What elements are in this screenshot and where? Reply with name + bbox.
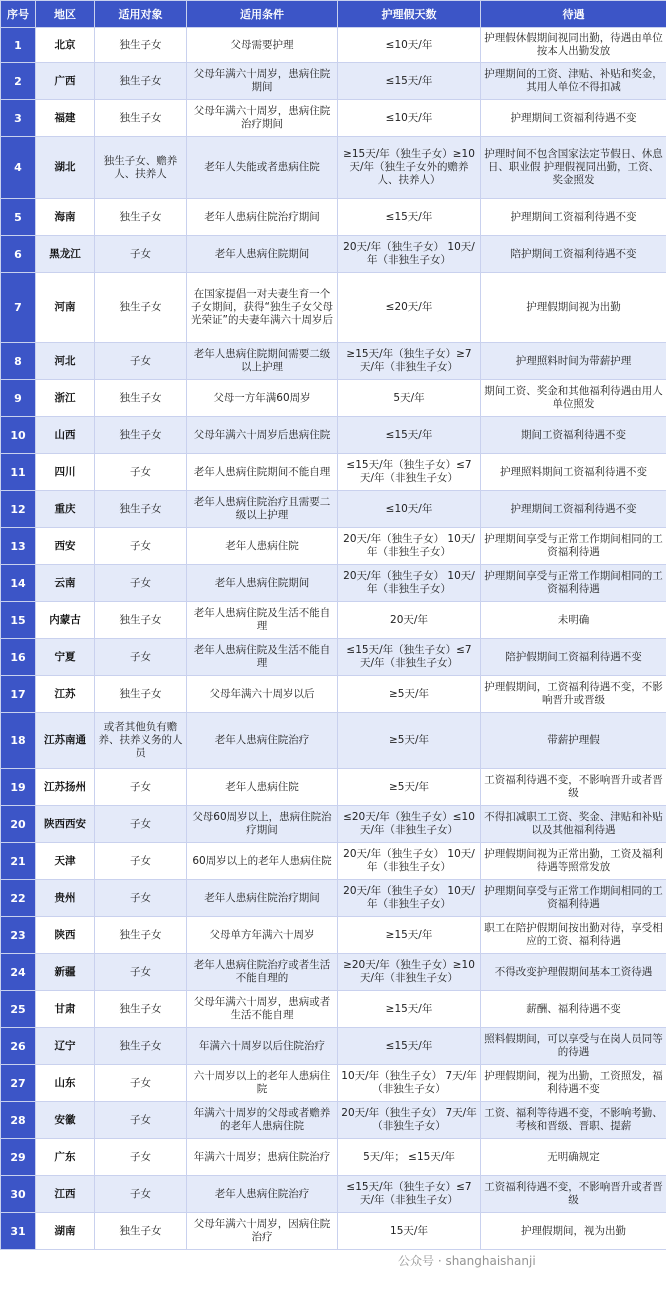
row-region: 四川: [36, 454, 95, 491]
row-region: 陕西西安: [36, 806, 95, 843]
row-target: 独生子女: [95, 100, 187, 137]
table-row: [1, 380, 666, 417]
row-no: 20: [1, 806, 36, 843]
row-no: 6: [1, 236, 36, 273]
row-benefit: 护理照料时间为带薪护理: [481, 343, 666, 380]
row-region: 新疆: [36, 954, 95, 991]
row-benefit: 陪护期间工资福利待遇不变: [481, 236, 666, 273]
row-no: 18: [1, 713, 36, 769]
table-row: [1, 639, 666, 676]
row-region: 广东: [36, 1139, 95, 1176]
watermark: 公众号 · shanghaishanji: [398, 1254, 536, 1268]
row-target: 子女: [95, 806, 187, 843]
row-benefit: 护理期间的工资、津贴、补贴和奖金，其用人单位不得扣减: [481, 63, 666, 100]
row-no: 17: [1, 676, 36, 713]
row-days: ≤15天/年: [338, 199, 481, 236]
row-benefit: 带薪护理假: [481, 713, 666, 769]
row-region: 贵州: [36, 880, 95, 917]
row-region: 湖南: [36, 1213, 95, 1250]
row-region: 云南: [36, 565, 95, 602]
table-row: [1, 1213, 666, 1250]
header-target: 适用对象: [95, 1, 187, 28]
row-condition: 父母年满六十周岁，患病住院治疗期间: [187, 100, 338, 137]
table-row: [1, 954, 666, 991]
row-condition: 老年人患病住院及生活不能自理: [187, 602, 338, 639]
row-no: 11: [1, 454, 36, 491]
row-condition: 年满六十周岁的父母或者赡养的老年人患病住院: [187, 1102, 338, 1139]
row-condition: 六十周岁以上的老年人患病住院: [187, 1065, 338, 1102]
row-days: 5天/年: [338, 380, 481, 417]
row-benefit: 薪酬、福利待遇不变: [481, 991, 666, 1028]
row-region: 河南: [36, 273, 95, 343]
table-row: [1, 491, 666, 528]
row-benefit: 照料假期间，可以享受与在岗人员同等的待遇: [481, 1028, 666, 1065]
row-target: 独生子女: [95, 676, 187, 713]
row-condition: 在国家提倡一对夫妻生育一个子女期间，获得“独生子女父母光荣证”的夫妻年满六十周岁后: [187, 273, 338, 343]
row-benefit: 护理假期间，视为出勤: [481, 1213, 666, 1250]
row-days: ≤10天/年: [338, 100, 481, 137]
row-benefit: 职工在陪护假期间按出勤对待，享受相应的工资、福利待遇: [481, 917, 666, 954]
row-days: ≥20天/年（独生子女）≥10天/年（非独生子女）: [338, 954, 481, 991]
row-condition: 老年人患病住院期间: [187, 236, 338, 273]
row-days: ≤15天/年: [338, 417, 481, 454]
table-row: [1, 1176, 666, 1213]
table-row: [1, 1028, 666, 1065]
row-days: 15天/年: [338, 1213, 481, 1250]
row-target: 独生子女: [95, 602, 187, 639]
row-benefit: 不得改变护理假期间基本工资待遇: [481, 954, 666, 991]
row-condition: 老年人患病住院: [187, 769, 338, 806]
row-days: ≤10天/年: [338, 28, 481, 63]
row-target: 或者其他负有赡养、扶养义务的人员: [95, 713, 187, 769]
table-row: [1, 199, 666, 236]
row-benefit: 护理假期间，视为出勤，工资照发，福利待遇不变: [481, 1065, 666, 1102]
row-condition: 父母60周岁以上，患病住院治疗期间: [187, 806, 338, 843]
row-benefit: 护理期间工资福利待遇不变: [481, 491, 666, 528]
table-row: [1, 236, 666, 273]
row-region: 江苏: [36, 676, 95, 713]
row-target: 独生子女: [95, 28, 187, 63]
row-no: 14: [1, 565, 36, 602]
row-region: 湖北: [36, 137, 95, 199]
row-region: 山西: [36, 417, 95, 454]
row-target: 独生子女: [95, 1028, 187, 1065]
row-days: ≤15天/年（独生子女）≤7天/年（非独生子女）: [338, 454, 481, 491]
table-row: [1, 602, 666, 639]
row-target: 子女: [95, 1065, 187, 1102]
row-target: 子女: [95, 1139, 187, 1176]
row-condition: 老年人患病住院期间不能自理: [187, 454, 338, 491]
row-condition: 老年人患病住院治疗: [187, 713, 338, 769]
row-region: 河北: [36, 343, 95, 380]
row-days: 20天/年: [338, 602, 481, 639]
row-benefit: 护理假期间视为正常出勤，工资及福利待遇等照常发放: [481, 843, 666, 880]
table-row: [1, 713, 666, 769]
row-no: 16: [1, 639, 36, 676]
row-target: 独生子女: [95, 917, 187, 954]
row-no: 9: [1, 380, 36, 417]
table-row: [1, 843, 666, 880]
row-no: 8: [1, 343, 36, 380]
table-row: [1, 991, 666, 1028]
row-target: 独生子女: [95, 273, 187, 343]
row-no: 1: [1, 28, 36, 63]
table-row: [1, 28, 666, 63]
row-no: 19: [1, 769, 36, 806]
row-no: 2: [1, 63, 36, 100]
row-region: 西安: [36, 528, 95, 565]
row-benefit: 护理期间享受与正常工作期间相同的工资福利待遇: [481, 528, 666, 565]
row-target: 子女: [95, 639, 187, 676]
row-condition: 老年人患病住院治疗且需要二级以上护理: [187, 491, 338, 528]
row-condition: 老年人患病住院治疗或者生活不能自理的: [187, 954, 338, 991]
row-no: 7: [1, 273, 36, 343]
row-days: ≥15天/年: [338, 917, 481, 954]
row-benefit: 未明确: [481, 602, 666, 639]
row-region: 北京: [36, 28, 95, 63]
row-benefit: 工资福利待遇不变，不影响晋升或者晋级: [481, 1176, 666, 1213]
row-target: 子女: [95, 565, 187, 602]
row-condition: 老年人失能或者患病住院: [187, 137, 338, 199]
row-target: 子女: [95, 528, 187, 565]
row-target: 子女: [95, 454, 187, 491]
row-days: 20天/年（独生子女） 10天/年（非独生子女）: [338, 880, 481, 917]
row-condition: 年满六十周岁以后住院治疗: [187, 1028, 338, 1065]
row-region: 安徽: [36, 1102, 95, 1139]
row-no: 10: [1, 417, 36, 454]
row-condition: 60周岁以上的老年人患病住院: [187, 843, 338, 880]
table-row: [1, 137, 666, 199]
row-region: 广西: [36, 63, 95, 100]
row-no: 22: [1, 880, 36, 917]
row-benefit: 护理假期间视为出勤: [481, 273, 666, 343]
row-no: 26: [1, 1028, 36, 1065]
row-days: ≤15天/年（独生子女）≤7天/年（非独生子女）: [338, 1176, 481, 1213]
row-benefit: 陪护假期间工资福利待遇不变: [481, 639, 666, 676]
row-region: 重庆: [36, 491, 95, 528]
row-days: 20天/年（独生子女） 10天/年（非独生子女）: [338, 843, 481, 880]
row-benefit: 护理假期间，工资福利待遇不变，不影响晋升或晋级: [481, 676, 666, 713]
row-no: 13: [1, 528, 36, 565]
row-condition: 父母需要护理: [187, 28, 338, 63]
row-days: ≥5天/年: [338, 713, 481, 769]
row-target: 独生子女: [95, 199, 187, 236]
row-days: 10天/年（独生子女） 7天/年（非独生子女）: [338, 1065, 481, 1102]
row-days: ≤20天/年: [338, 273, 481, 343]
row-region: 天津: [36, 843, 95, 880]
row-region: 辽宁: [36, 1028, 95, 1065]
header-condition: 适用条件: [187, 1, 338, 28]
table-row: [1, 343, 666, 380]
row-no: 25: [1, 991, 36, 1028]
row-region: 江苏扬州: [36, 769, 95, 806]
table-row: [1, 63, 666, 100]
row-benefit: 期间工资、奖金和其他福利待遇由用人单位照发: [481, 380, 666, 417]
row-benefit: 无明确规定: [481, 1139, 666, 1176]
row-target: 子女: [95, 1176, 187, 1213]
row-days: ≤15天/年: [338, 63, 481, 100]
row-benefit: 不得扣减职工工资、奖金、津贴和补贴以及其他福利待遇: [481, 806, 666, 843]
row-region: 宁夏: [36, 639, 95, 676]
row-benefit: 护理假休假期间视同出勤，待遇由单位按本人出勤发放: [481, 28, 666, 63]
row-region: 甘肃: [36, 991, 95, 1028]
table-row: [1, 100, 666, 137]
row-no: 4: [1, 137, 36, 199]
row-target: 子女: [95, 1102, 187, 1139]
row-no: 31: [1, 1213, 36, 1250]
table-row: [1, 417, 666, 454]
row-condition: 老年人患病住院期间需要二级以上护理: [187, 343, 338, 380]
table-row: [1, 1102, 666, 1139]
row-condition: 老年人患病住院治疗: [187, 1176, 338, 1213]
row-days: ≥15天/年: [338, 991, 481, 1028]
row-condition: 老年人患病住院治疗期间: [187, 199, 338, 236]
row-no: 21: [1, 843, 36, 880]
row-benefit: 护理期间工资福利待遇不变: [481, 199, 666, 236]
row-no: 28: [1, 1102, 36, 1139]
row-target: 独生子女: [95, 491, 187, 528]
table-row: [1, 880, 666, 917]
row-target: 子女: [95, 343, 187, 380]
row-days: 20天/年（独生子女） 10天/年（非独生子女）: [338, 565, 481, 602]
row-target: 独生子女: [95, 991, 187, 1028]
row-region: 浙江: [36, 380, 95, 417]
row-target: 子女: [95, 236, 187, 273]
row-condition: 父母年满六十周岁，因病住院治疗: [187, 1213, 338, 1250]
header-benefit: 待遇: [481, 1, 666, 28]
row-target: 独生子女: [95, 380, 187, 417]
row-days: ≥5天/年: [338, 676, 481, 713]
row-no: 27: [1, 1065, 36, 1102]
row-days: ≤20天/年（独生子女）≤10天/年（非独生子女）: [338, 806, 481, 843]
row-region: 陕西: [36, 917, 95, 954]
row-benefit: 护理期间享受与正常工作期间相同的工资福利待遇: [481, 880, 666, 917]
row-condition: 父母年满六十周岁以后: [187, 676, 338, 713]
row-target: 子女: [95, 843, 187, 880]
row-target: 子女: [95, 880, 187, 917]
row-no: 12: [1, 491, 36, 528]
row-condition: 年满六十周岁；患病住院治疗: [187, 1139, 338, 1176]
row-benefit: 护理期间享受与正常工作期间相同的工资福利待遇: [481, 565, 666, 602]
row-condition: 父母一方年满60周岁: [187, 380, 338, 417]
table-row: [1, 1139, 666, 1176]
row-condition: 老年人患病住院及生活不能自理: [187, 639, 338, 676]
row-condition: 父母年满六十周岁，患病住院期间: [187, 63, 338, 100]
row-condition: 老年人患病住院治疗期间: [187, 880, 338, 917]
row-benefit: 工资福利待遇不变，不影响晋升或者晋级: [481, 769, 666, 806]
row-condition: 老年人患病住院期间: [187, 565, 338, 602]
row-days: 20天/年（独生子女） 7天/年（非独生子女）: [338, 1102, 481, 1139]
table-row: [1, 769, 666, 806]
row-no: 15: [1, 602, 36, 639]
row-days: ≥5天/年: [338, 769, 481, 806]
table-row: [1, 565, 666, 602]
row-no: 5: [1, 199, 36, 236]
row-no: 29: [1, 1139, 36, 1176]
table-row: [1, 917, 666, 954]
row-days: ≥15天/年（独生子女）≥7天/年（非独生子女）: [338, 343, 481, 380]
row-no: 30: [1, 1176, 36, 1213]
row-days: ≥15天/年（独生子女）≥10天/年（独生子女外的赡养人、扶养人）: [338, 137, 481, 199]
row-benefit: 期间工资福利待遇不变: [481, 417, 666, 454]
table-row: [1, 806, 666, 843]
row-no: 3: [1, 100, 36, 137]
header-days: 护理假天数: [338, 1, 481, 28]
row-region: 福建: [36, 100, 95, 137]
row-days: ≤10天/年: [338, 491, 481, 528]
row-target: 独生子女: [95, 417, 187, 454]
row-region: 海南: [36, 199, 95, 236]
row-region: 内蒙古: [36, 602, 95, 639]
row-target: 独生子女: [95, 1213, 187, 1250]
row-days: ≤15天/年（独生子女）≤7天/年（非独生子女）: [338, 639, 481, 676]
table-row: [1, 676, 666, 713]
header-no: 序号: [1, 1, 36, 28]
row-days: ≤15天/年: [338, 1028, 481, 1065]
table-row: [1, 1065, 666, 1102]
row-condition: 父母年满六十周岁后患病住院: [187, 417, 338, 454]
row-benefit: 护理期间工资福利待遇不变: [481, 100, 666, 137]
table-row: [1, 273, 666, 343]
row-region: 黑龙江: [36, 236, 95, 273]
row-target: 子女: [95, 954, 187, 991]
row-condition: 父母年满六十周岁，患病或者生活不能自理: [187, 991, 338, 1028]
row-condition: 老年人患病住院: [187, 528, 338, 565]
row-target: 独生子女、赡养人、扶养人: [95, 137, 187, 199]
table-row: [1, 454, 666, 491]
row-no: 24: [1, 954, 36, 991]
row-benefit: 工资、福利等待遇不变，不影响考勤、考核和晋级、晋职、提薪: [481, 1102, 666, 1139]
row-benefit: 护理时间不包含国家法定节假日、休息日、职业假 护理假视同出勤，工资、奖金照发: [481, 137, 666, 199]
row-condition: 父母单方年满六十周岁: [187, 917, 338, 954]
row-region: 江苏南通: [36, 713, 95, 769]
row-benefit: 护理照料期间工资福利待遇不变: [481, 454, 666, 491]
table-row: [1, 528, 666, 565]
row-target: 子女: [95, 769, 187, 806]
header-region: 地区: [36, 1, 95, 28]
row-days: 20天/年（独生子女） 10天/年（非独生子女）: [338, 236, 481, 273]
row-target: 独生子女: [95, 63, 187, 100]
table-header-row: [1, 1, 666, 28]
row-region: 江西: [36, 1176, 95, 1213]
row-days: 5天/年； ≤15天/年: [338, 1139, 481, 1176]
row-region: 山东: [36, 1065, 95, 1102]
row-days: 20天/年（独生子女） 10天/年（非独生子女）: [338, 528, 481, 565]
row-no: 23: [1, 917, 36, 954]
